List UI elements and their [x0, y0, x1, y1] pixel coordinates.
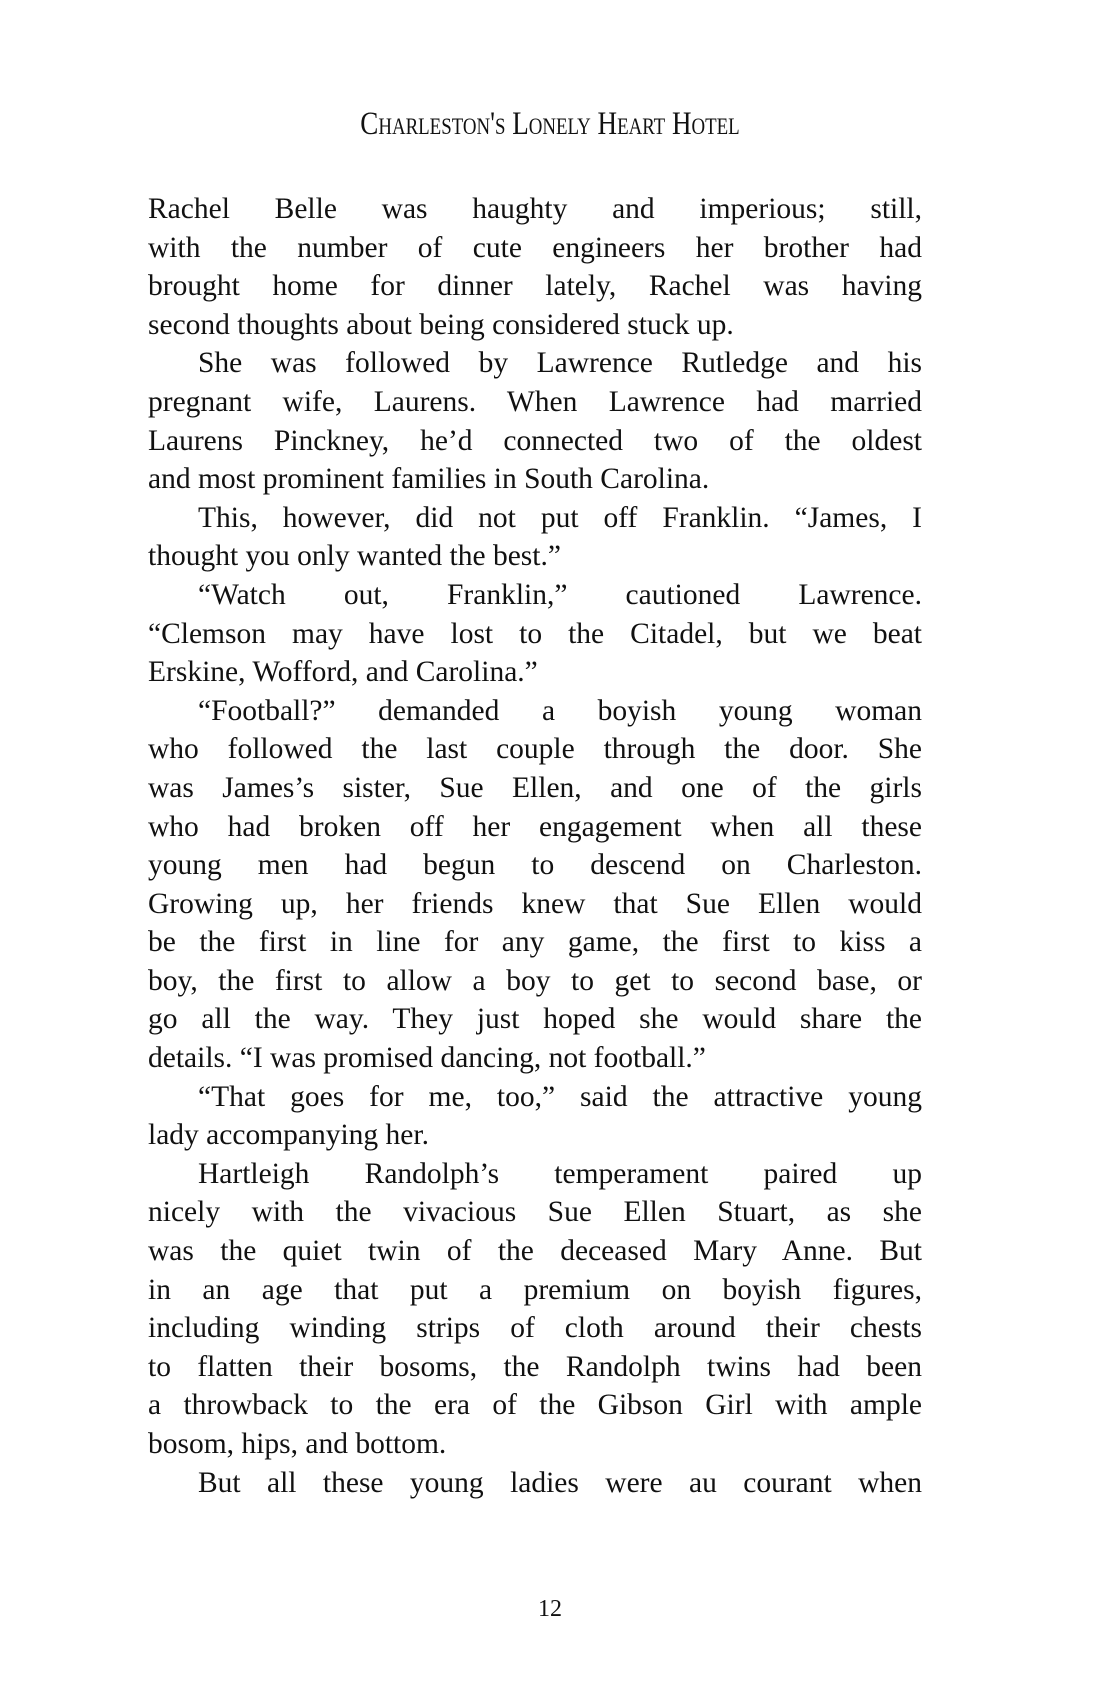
body-text: [148, 190, 922, 1502]
text-line: She was followed by Lawrence Rutledge and his: [198, 347, 922, 380]
text-line: “Clemson may have lost to the Citadel, but we beat: [148, 617, 922, 650]
text-line: Erskine, Wofford, and Carolina.”: [148, 656, 538, 689]
text-line: details. “I was promised dancing, not football.”: [148, 1042, 706, 1075]
text-line: young men had begun to descend on Charleston.: [148, 849, 922, 882]
running-header: Charleston's Lonely Heart Hotel: [360, 106, 740, 142]
text-line: boy, the first to allow a boy to get to second base, or: [148, 964, 922, 997]
text-line: nicely with the vivacious Sue Ellen Stuart, as she: [148, 1196, 922, 1229]
text-line: brought home for dinner lately, Rachel was having: [148, 270, 922, 303]
text-line: bosom, hips, and bottom.: [148, 1428, 447, 1460]
text-line: But all these young ladies were au courant when: [198, 1466, 922, 1499]
text-line: thought you only wanted the best.”: [148, 540, 561, 573]
text-line: be the first in line for any game, the first to kiss a: [148, 926, 922, 959]
text-line: “Watch out, Franklin,” cautioned Lawrence.: [198, 578, 922, 611]
text-line: who had broken off her engagement when all these: [148, 810, 922, 843]
text-line: to flatten their bosoms, the Randolph twins had been: [148, 1350, 922, 1383]
text-line: Rachel Belle was haughty and imperious; still,: [148, 193, 922, 225]
text-line: with the number of cute engineers her brother had: [148, 231, 922, 264]
text-line: Hartleigh Randolph’s temperament paired up: [198, 1157, 922, 1190]
page-number: 12: [538, 1596, 562, 1622]
text-line: “Football?” demanded a boyish young woman: [198, 694, 922, 727]
text-line: Laurens Pinckney, he’d connected two of the oldest: [148, 424, 922, 457]
text-line: “That goes for me, too,” said the attractive young: [198, 1080, 922, 1113]
text-line: was James’s sister, Sue Ellen, and one of the girls: [148, 771, 922, 804]
text-line: Growing up, her friends knew that Sue Ellen would: [148, 887, 922, 920]
text-line: who followed the last couple through the door. She: [148, 733, 922, 766]
text-line: second thoughts about being considered stuck up.: [148, 308, 734, 341]
text-line: go all the way. They just hoped she would share the: [148, 1003, 922, 1036]
text-line: was the quiet twin of the deceased Mary Anne. But: [148, 1235, 922, 1268]
text-line: a throwback to the era of the Gibson Girl with ample: [148, 1389, 922, 1422]
text-line: lady accompanying her.: [148, 1119, 429, 1152]
text-line: This, however, did not put off Franklin. “James, I: [198, 501, 922, 534]
text-line: and most prominent families in South Carolina.: [148, 463, 710, 496]
text-line: in an age that put a premium on boyish figures,: [148, 1273, 922, 1306]
text-line: pregnant wife, Laurens. When Lawrence had married: [148, 385, 922, 418]
text-line: including winding strips of cloth around their chests: [148, 1312, 922, 1345]
